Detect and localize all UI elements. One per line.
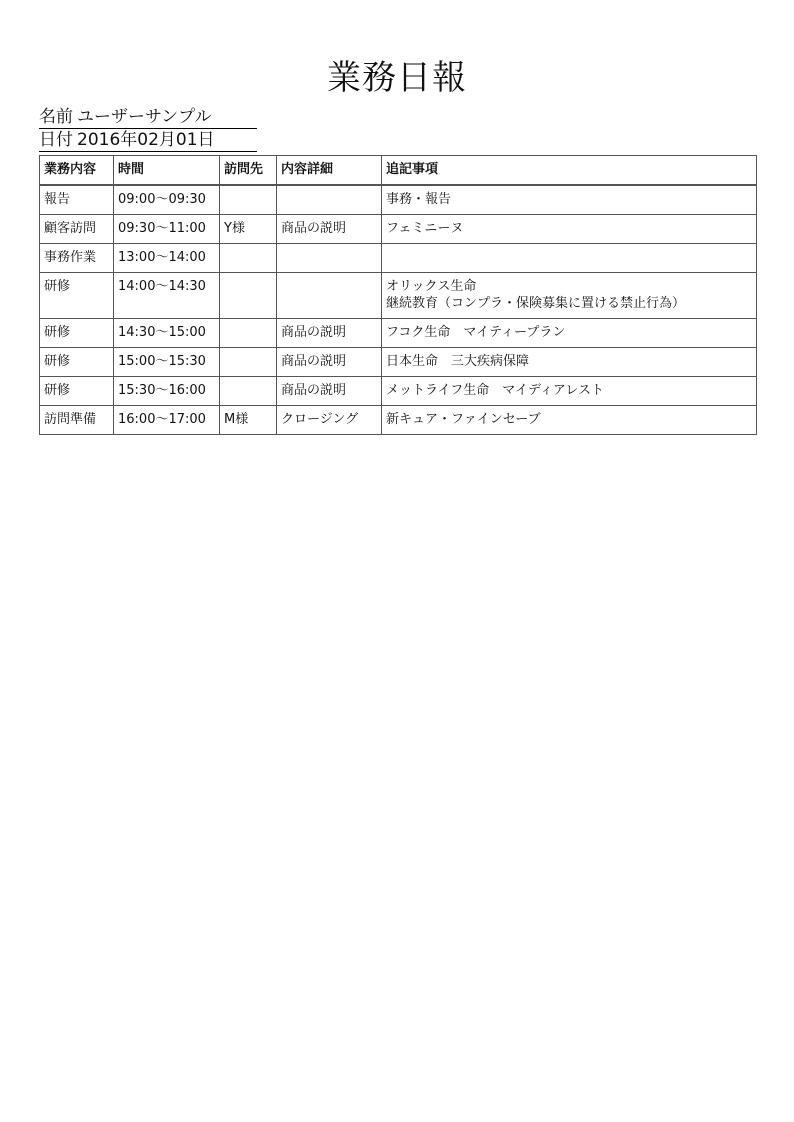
cell-visit [220, 348, 277, 377]
cell-task: 研修 [40, 348, 114, 377]
note-line: 新キュア・ファインセーブ [386, 412, 541, 427]
cell-task: 報告 [40, 185, 114, 215]
table-body [40, 185, 757, 435]
date-value: 2016年02月01日 [77, 130, 215, 150]
header-visit: 訪問先 [220, 156, 277, 186]
cell-detail: 商品の説明 [277, 319, 382, 348]
note-line: 継続教育（コンプラ・保険募集に置ける禁止行為） [386, 296, 686, 311]
cell-time: 09:00〜09:30 [114, 185, 220, 215]
cell-task: 研修 [40, 377, 114, 406]
cell-notes [382, 377, 757, 406]
table-row [40, 406, 757, 435]
cell-notes [382, 244, 757, 273]
cell-visit [220, 273, 277, 319]
cell-task: 研修 [40, 319, 114, 348]
table-row [40, 215, 757, 244]
cell-visit: Y様 [220, 215, 277, 244]
cell-time: 16:00〜17:00 [114, 406, 220, 435]
cell-detail [277, 244, 382, 273]
name-label: 名前 [39, 107, 73, 127]
cell-notes [382, 406, 757, 435]
cell-detail: 商品の説明 [277, 377, 382, 406]
table-row [40, 377, 757, 406]
cell-time: 13:00〜14:00 [114, 244, 220, 273]
table-row [40, 273, 757, 319]
cell-detail: クロージング [277, 406, 382, 435]
page-title: 業務日報 [327, 58, 467, 98]
cell-detail [277, 185, 382, 215]
cell-notes [382, 185, 757, 215]
cell-visit [220, 377, 277, 406]
cell-visit [220, 185, 277, 215]
header-notes: 追記事項 [382, 156, 757, 186]
date-field [39, 130, 257, 152]
cell-time: 14:30〜15:00 [114, 319, 220, 348]
cell-time: 14:00〜14:30 [114, 273, 220, 319]
cell-task: 訪問準備 [40, 406, 114, 435]
cell-notes [382, 348, 757, 377]
date-label: 日付 [39, 130, 73, 150]
cell-notes [382, 319, 757, 348]
note-line: 日本生命 三大疾病保障 [386, 354, 530, 369]
table-row [40, 348, 757, 377]
table-row [40, 185, 757, 215]
note-line: メットライフ生命 マイディアレスト [386, 383, 605, 398]
table-header-row [40, 156, 757, 186]
note-line: 事務・報告 [386, 192, 452, 207]
table-row [40, 244, 757, 273]
cell-task: 事務作業 [40, 244, 114, 273]
cell-detail: 商品の説明 [277, 215, 382, 244]
table-row [40, 319, 757, 348]
name-value: ユーザーサンプル [77, 107, 212, 127]
cell-time: 09:30〜11:00 [114, 215, 220, 244]
header-time: 時間 [114, 156, 220, 186]
cell-detail: 商品の説明 [277, 348, 382, 377]
cell-notes [382, 215, 757, 244]
note-line: フコク生命 マイティープラン [386, 325, 566, 340]
header-task: 業務内容 [40, 156, 114, 186]
name-field [39, 107, 257, 129]
header-detail: 内容詳細 [277, 156, 382, 186]
note-line: フェミニーヌ [386, 221, 464, 236]
note-line: オリックス生命 [386, 279, 477, 294]
cell-visit [220, 319, 277, 348]
cell-detail [277, 273, 382, 319]
note-line [386, 249, 752, 266]
report-table [39, 155, 757, 435]
cell-task: 研修 [40, 273, 114, 319]
cell-task: 顧客訪問 [40, 215, 114, 244]
cell-visit: M様 [220, 406, 277, 435]
cell-time: 15:00〜15:30 [114, 348, 220, 377]
cell-visit [220, 244, 277, 273]
cell-time: 15:30〜16:00 [114, 377, 220, 406]
cell-notes [382, 273, 757, 319]
